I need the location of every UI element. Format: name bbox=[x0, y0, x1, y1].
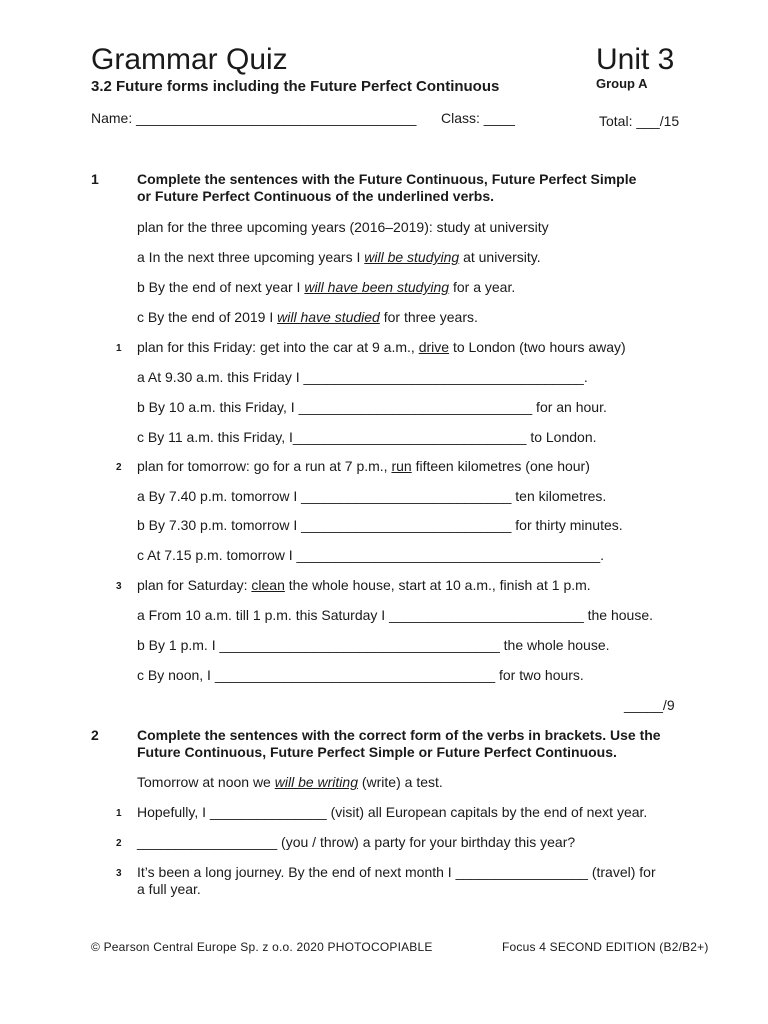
plan-text: the whole house, start at 10 a.m., finish at 1 p.m. bbox=[284, 577, 591, 593]
instruction-line: Complete the sentences with the Future Continuous, Future Perfect Simple bbox=[137, 171, 637, 187]
exercise-1-score: _____/9 bbox=[624, 697, 675, 713]
example-answer: will have studied bbox=[277, 309, 380, 325]
sentence-text: a In the next three upcoming years I bbox=[137, 249, 365, 265]
example-answer: will be studying bbox=[364, 249, 460, 265]
sentence-line: a full year. bbox=[137, 881, 201, 897]
question-2-plan bbox=[137, 458, 590, 475]
sentence-line: It’s been a long journey. By the end of next month I _________________ (travel) for bbox=[137, 864, 656, 880]
exercise-2-question-2: __________________ (you / throw) a party for your birthday this year? bbox=[137, 834, 576, 850]
page-title: Grammar Quiz bbox=[91, 43, 288, 76]
total-field: Total: ___/15 bbox=[599, 113, 680, 129]
sentence-text: at university. bbox=[459, 249, 541, 265]
group-label: Group A bbox=[596, 76, 648, 91]
exercise-2-example bbox=[137, 774, 443, 791]
exercise-2-number: 2 bbox=[91, 727, 99, 743]
question-1c: c By 11 a.m. this Friday, I______________________________ to London. bbox=[137, 429, 597, 445]
plan-text: plan for Saturday: bbox=[137, 577, 252, 593]
exercise-2-question-1: Hopefully, I _______________ (visit) all European capitals by the end of next year. bbox=[137, 804, 648, 820]
example-answer: will be writing bbox=[274, 774, 358, 790]
question-number: 2 bbox=[116, 462, 122, 473]
sentence-text: for a year. bbox=[449, 279, 516, 295]
question-number: 1 bbox=[116, 343, 122, 354]
question-1b: b By 10 a.m. this Friday, I ______________________________ for an hour. bbox=[137, 399, 607, 415]
example-c bbox=[137, 309, 478, 326]
underlined-verb: drive bbox=[418, 339, 450, 355]
page-subtitle: 3.2 Future forms including the Future Perfect Continuous bbox=[91, 78, 500, 95]
question-number: 3 bbox=[116, 868, 122, 879]
question-number: 1 bbox=[116, 808, 122, 819]
question-3c: c By noon, I ____________________________________ for two hours. bbox=[137, 667, 584, 683]
question-1-plan bbox=[137, 339, 626, 356]
exercise-1-instruction bbox=[137, 171, 636, 205]
example-plan: plan for the three upcoming years (2016–2019): study at university bbox=[137, 219, 549, 235]
example-b bbox=[137, 279, 515, 296]
question-2c: c At 7.15 p.m. tomorrow I _______________________________________. bbox=[137, 547, 605, 563]
question-2a: a By 7.40 p.m. tomorrow I ___________________________ ten kilometres. bbox=[137, 488, 607, 504]
instruction-line: or Future Perfect Continuous of the underlined verbs. bbox=[137, 188, 495, 204]
question-1a: a At 9.30 a.m. this Friday I ____________________________________. bbox=[137, 369, 588, 385]
class-field: Class: ____ bbox=[441, 110, 515, 126]
plan-text: plan for tomorrow: go for a run at 7 p.m., bbox=[137, 458, 392, 474]
underlined-verb: clean bbox=[251, 577, 285, 593]
underlined-verb: run bbox=[391, 458, 412, 474]
question-number: 3 bbox=[116, 581, 122, 592]
footer-copyright: © Pearson Central Europe Sp. z o.o. 2020 PHOTOCOPIABLE bbox=[91, 940, 433, 954]
unit-label: Unit 3 bbox=[596, 43, 675, 76]
exercise-1-number: 1 bbox=[91, 171, 99, 187]
sentence-text: c By the end of 2019 I bbox=[137, 309, 278, 325]
question-3-plan bbox=[137, 577, 591, 594]
question-3a: a From 10 a.m. till 1 p.m. this Saturday I _________________________ the house. bbox=[137, 607, 654, 623]
footer-edition: Focus 4 SECOND EDITION (B2/B2+) bbox=[502, 940, 709, 954]
sentence-text: Tomorrow at noon we bbox=[137, 774, 275, 790]
question-2b: b By 7.30 p.m. tomorrow I ___________________________ for thirty minutes. bbox=[137, 517, 623, 533]
example-a bbox=[137, 249, 541, 266]
instruction-line: Future Continuous, Future Perfect Simple or Future Perfect Continuous. bbox=[137, 744, 617, 760]
sentence-text: (write) a test. bbox=[357, 774, 443, 790]
exercise-2-instruction bbox=[137, 727, 661, 761]
example-answer: will have been studying bbox=[304, 279, 450, 295]
plan-text: fifteen kilometres (one hour) bbox=[411, 458, 590, 474]
plan-text: plan for this Friday: get into the car at 9 a.m., bbox=[137, 339, 419, 355]
exercise-2-question-3 bbox=[137, 864, 656, 898]
plan-text: to London (two hours away) bbox=[449, 339, 626, 355]
sentence-text: for three years. bbox=[379, 309, 478, 325]
question-3b: b By 1 p.m. I ____________________________________ the whole house. bbox=[137, 637, 610, 653]
instruction-line: Complete the sentences with the correct form of the verbs in brackets. Use the bbox=[137, 727, 661, 743]
sentence-text: b By the end of next year I bbox=[137, 279, 305, 295]
name-field: Name: ____________________________________ bbox=[91, 110, 417, 126]
question-number: 2 bbox=[116, 838, 122, 849]
